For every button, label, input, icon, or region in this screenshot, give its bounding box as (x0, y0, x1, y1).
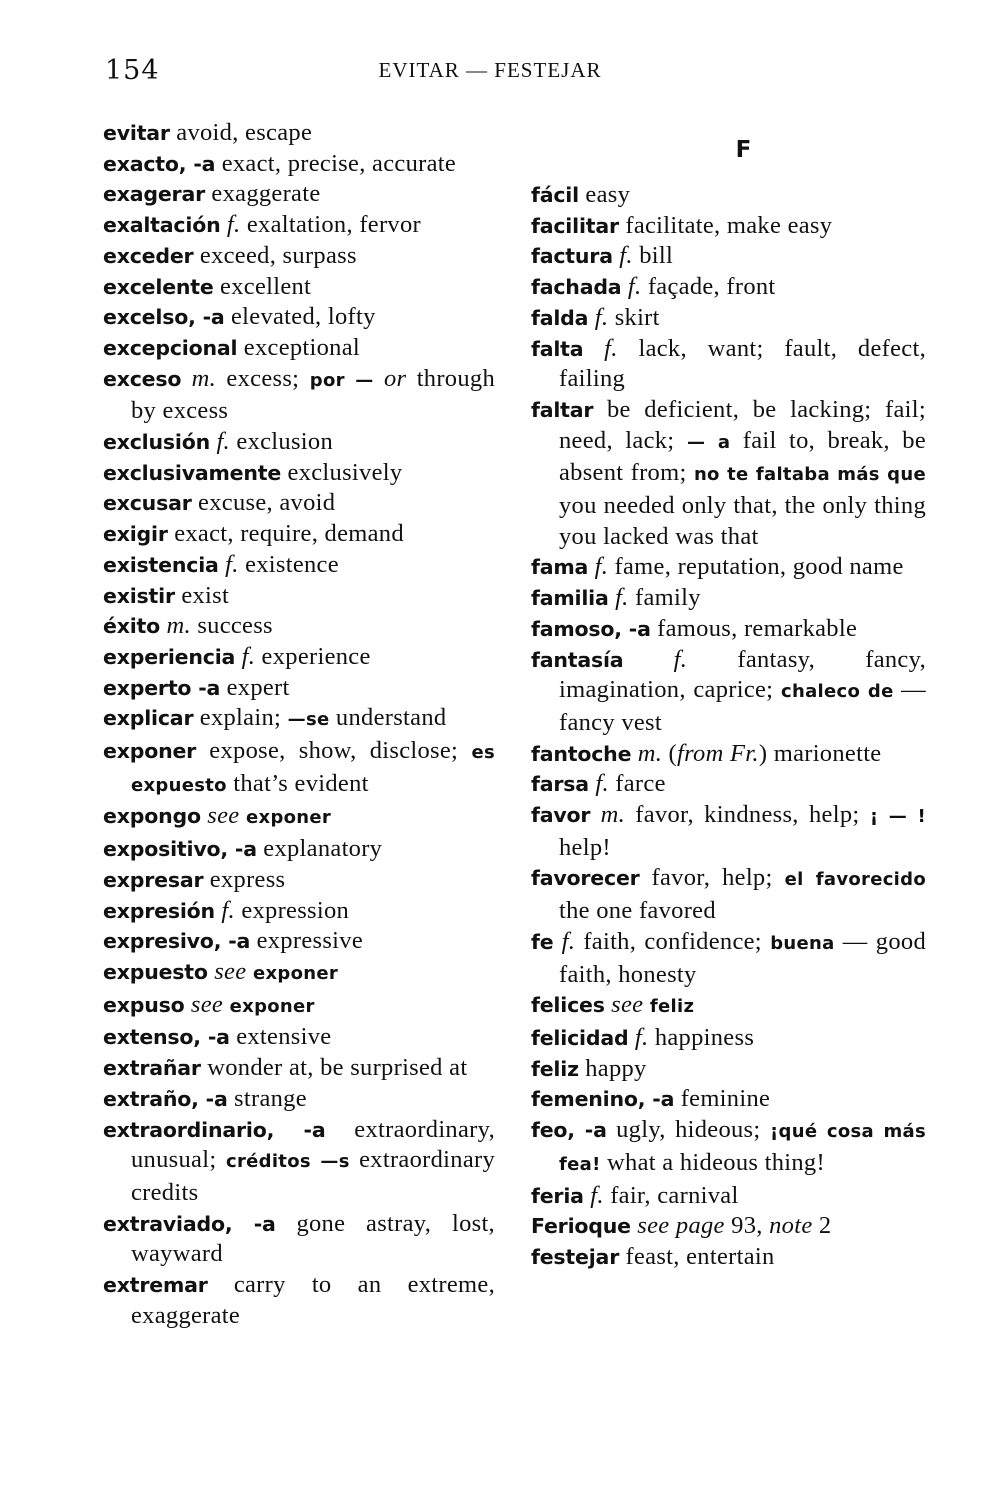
dictionary-entry (531, 334, 926, 395)
dictionary-entry (531, 800, 926, 863)
headword: expositivo, -a (103, 837, 257, 862)
definition: exist (174, 581, 230, 609)
dictionary-entry (531, 241, 926, 272)
grammar-label: see (200, 802, 240, 830)
dictionary-entry (103, 801, 495, 834)
dictionary-entry (103, 990, 495, 1023)
right-column (531, 118, 926, 1273)
definition: excess; (216, 364, 300, 392)
dictionary-entry (103, 519, 495, 550)
headword: felicidad (531, 1025, 629, 1050)
definition: exceed, surpass (193, 241, 357, 269)
dictionary-entry (531, 739, 926, 770)
grammar-label: see (184, 990, 224, 1018)
headword: extremar (103, 1273, 208, 1298)
grammar-label: f. (214, 896, 235, 924)
definition: carry to an extreme, exaggerate (131, 1271, 495, 1329)
grammar-label: see page (630, 1212, 725, 1240)
dictionary-entry (531, 272, 926, 303)
dictionary-entry (531, 927, 926, 990)
grammar-label: m. (631, 739, 663, 767)
phrase: créditos —s (216, 1151, 350, 1173)
dictionary-entry (531, 1084, 926, 1115)
phrase: chaleco de (773, 681, 894, 703)
dictionary-entry (103, 458, 495, 489)
definition: exaggerate (205, 180, 321, 208)
dictionary-entry (103, 118, 495, 149)
dictionary-entry (103, 302, 495, 333)
dictionary-entry (531, 583, 926, 614)
definition: that’s evident (226, 769, 369, 797)
definition: lack, want; fault, defect, failing (559, 334, 926, 393)
headword: fantoche (531, 741, 632, 766)
definition: 2 (812, 1212, 832, 1240)
headword: expongo (103, 804, 201, 829)
headword: existencia (103, 552, 219, 577)
grammar-label: see (207, 957, 247, 985)
grammar-label: f. (588, 553, 609, 581)
definition: ugly, hideous; (606, 1116, 761, 1144)
headword: fama (531, 555, 589, 580)
headword: excusar (103, 491, 192, 516)
dictionary-entry (531, 1023, 926, 1054)
dictionary-entry (531, 1054, 926, 1085)
headword: excepcional (103, 335, 238, 360)
definition: skirt (608, 303, 660, 331)
headword: extraordinario, -a (103, 1117, 326, 1142)
grammar-label: f. (628, 1023, 649, 1051)
definition: be deficient, be lacking; fail; need, lack; (559, 395, 926, 454)
grammar-label: f. (210, 428, 230, 456)
definition: understand (329, 704, 447, 732)
headword: falta (531, 336, 584, 361)
definition: fantasy, fancy, imagination, caprice; (559, 645, 926, 704)
headword: existir (103, 583, 175, 608)
definition: fame, reputation, good name (608, 553, 904, 581)
headword: facilitar (531, 213, 619, 238)
headword: exceso (103, 366, 182, 391)
headword: excelso, -a (103, 305, 225, 330)
headword: éxito (103, 614, 161, 639)
grammar-label: f. (235, 642, 256, 670)
right-entries (531, 180, 926, 1273)
headword: Ferioque (531, 1214, 631, 1239)
headword: experto -a (103, 675, 221, 700)
headword: familia (531, 586, 609, 611)
headword: extraño, -a (103, 1086, 228, 1111)
definition: what a hideous thing! (600, 1148, 825, 1176)
phrase: exponer (223, 995, 315, 1017)
headword: exacto, -a (103, 151, 216, 176)
definition: — fancy vest (559, 676, 926, 736)
headword: femenino, -a (531, 1087, 675, 1112)
headword: expuso (103, 992, 185, 1017)
definition: ) marionette (758, 739, 882, 767)
dictionary-entry (531, 645, 926, 739)
headword: expresión (103, 898, 215, 923)
dictionary-entry (103, 896, 495, 927)
definition: wonder at, be surprised at (200, 1054, 468, 1082)
grammar-label: f. (553, 927, 576, 955)
dictionary-entry (531, 395, 926, 553)
definition: express (203, 865, 286, 893)
definition: elevated, lofty (224, 303, 376, 331)
dictionary-entry (531, 1211, 926, 1242)
definition: expert (220, 673, 290, 701)
headword: feo, -a (531, 1118, 607, 1143)
definition: extensive (229, 1023, 332, 1051)
page-header (100, 55, 880, 91)
definition: farce (608, 770, 666, 798)
headword: extrañar (103, 1056, 201, 1081)
dictionary-entry (103, 1053, 495, 1084)
definition: facilitate, make easy (618, 211, 833, 239)
headword: extraviado, -a (103, 1211, 276, 1236)
definition: family (628, 584, 701, 612)
dictionary-entry (531, 211, 926, 242)
headword: experiencia (103, 644, 236, 669)
headword: evitar (103, 121, 170, 145)
definition: by excess (131, 397, 229, 425)
definition: bill (632, 242, 674, 270)
dictionary-entry (103, 272, 495, 303)
definition: gone astray, lost, wayward (131, 1209, 495, 1268)
phrase: ¡ — ! (859, 806, 926, 828)
dictionary-entry (103, 149, 495, 180)
headword: felices (531, 993, 605, 1018)
headword: faltar (531, 397, 594, 422)
grammar-label: f. (623, 645, 688, 673)
definition: favor, kindness, help; (625, 801, 860, 829)
dictionary-entry (103, 210, 495, 241)
definition: — good faith, honesty (559, 927, 926, 988)
definition: expose, show, disclose; (196, 737, 459, 765)
definition: exact, precise, accurate (215, 149, 457, 177)
grammar-label: see (604, 991, 644, 1019)
dictionary-entry (531, 614, 926, 645)
definition: success (190, 612, 273, 640)
dictionary-entry (103, 427, 495, 458)
headword: exagerar (103, 182, 205, 207)
headword: fachada (531, 275, 622, 300)
definition: exact, require, demand (167, 520, 404, 548)
definition: exceptional (237, 333, 361, 361)
dictionary-entry (531, 552, 926, 583)
grammar-label: m. (160, 612, 191, 640)
definition: expressive (250, 927, 363, 955)
headword: feliz (531, 1056, 579, 1081)
dictionary-entry (103, 673, 495, 704)
dictionary-entry (103, 550, 495, 581)
dictionary-entry (531, 769, 926, 800)
definition: help! (559, 833, 611, 861)
italic-note: or (373, 364, 407, 392)
headword: fantasía (531, 647, 624, 672)
definition: 93, (724, 1212, 763, 1240)
grammar-label: m. (590, 801, 625, 829)
dictionary-entry (531, 303, 926, 334)
definition: façade, front (641, 273, 776, 301)
headword: falda (531, 305, 589, 330)
grammar-label: f. (588, 303, 609, 331)
definition: explanatory (256, 835, 383, 863)
dictionary-entry (103, 703, 495, 736)
dictionary-entry (103, 611, 495, 642)
dictionary-entry (103, 333, 495, 364)
headword: expresar (103, 867, 204, 892)
italic-note: note (762, 1212, 813, 1240)
headword: extenso, -a (103, 1025, 230, 1050)
left-column (103, 118, 495, 1331)
dictionary-entry (103, 488, 495, 519)
section-letter: F (735, 137, 752, 163)
page-number: 154 (105, 55, 160, 86)
dictionary-entry (103, 834, 495, 865)
dictionary-entry (103, 736, 495, 801)
dictionary-entry (103, 1270, 495, 1331)
dictionary-entry (103, 179, 495, 210)
definition: excellent (213, 272, 312, 300)
headword: fácil (531, 183, 579, 207)
phrase: por — (299, 369, 374, 391)
headword: exigir (103, 522, 168, 547)
definition: exclusion (229, 428, 334, 456)
dictionary-entry (531, 180, 926, 211)
dictionary-entry (531, 1181, 926, 1212)
headword: famoso, -a (531, 616, 651, 641)
definition: expression (234, 896, 350, 924)
phrase: exponer (239, 807, 332, 829)
phrase: exponer (246, 962, 339, 984)
headword: favor (531, 803, 591, 828)
phrase: ¡qué cosa más fea! (559, 1121, 926, 1175)
headword: favorecer (531, 866, 640, 891)
definition: exaltation, fervor (240, 211, 421, 239)
definition: favor, help; (639, 864, 773, 892)
definition: strange (227, 1084, 307, 1112)
phrase: no te faltaba más que (686, 464, 926, 486)
phrase: — a (674, 431, 731, 453)
dictionary-entry (103, 926, 495, 957)
dictionary-entry (103, 241, 495, 272)
definition: avoid, escape (169, 119, 313, 146)
definition: feast, entertain (619, 1242, 775, 1270)
headword: fe (531, 929, 554, 954)
definition: happiness (648, 1023, 755, 1051)
headword: expresivo, -a (103, 929, 251, 954)
definition: ( (662, 739, 678, 767)
definition: famous, remarkable (650, 614, 858, 642)
definition: extraordinary credits (131, 1146, 495, 1206)
definition: faith, confidence; (575, 927, 762, 955)
dictionary-entry (103, 1115, 495, 1209)
definition: excuse, avoid (191, 489, 336, 517)
definition: through (406, 364, 496, 392)
headword: farsa (531, 772, 589, 797)
definition: fair, carnival (603, 1181, 739, 1209)
definition: happy (578, 1054, 647, 1082)
definition: existence (238, 550, 339, 578)
headword: excelente (103, 274, 214, 299)
dictionary-entry (103, 581, 495, 612)
definition: exclusively (281, 458, 403, 486)
definition: the one favored (559, 897, 716, 925)
dictionary-entry (531, 1242, 926, 1273)
grammar-label: f. (612, 242, 633, 270)
headword: exclusivamente (103, 460, 282, 485)
headword: exclusión (103, 430, 211, 455)
dictionary-entry (531, 1115, 926, 1180)
headword: expuesto (103, 959, 208, 984)
dictionary-entry (103, 642, 495, 673)
dictionary-entry (103, 957, 495, 990)
definition: easy (578, 181, 631, 208)
dictionary-entry (531, 863, 926, 926)
phrase: el favorecido (772, 869, 926, 891)
grammar-label: f. (588, 770, 609, 798)
grammar-label: f. (583, 1181, 604, 1209)
dictionary-entry (103, 865, 495, 896)
headword: festejar (531, 1244, 620, 1269)
dictionary-entry (103, 1022, 495, 1053)
dictionary-entry (103, 1084, 495, 1115)
dictionary-entry (103, 1209, 495, 1270)
phrase: —se (281, 709, 330, 731)
grammar-label: m. (181, 364, 217, 392)
headword: explicar (103, 706, 194, 731)
phrase: es expuesto (131, 742, 495, 796)
dictionary-entry (103, 364, 495, 427)
definition: you needed only that, the only thing you lacked was that (559, 492, 926, 550)
phrase: buena (761, 932, 835, 954)
grammar-label: f. (218, 550, 239, 578)
dictionary-entry (531, 990, 926, 1023)
definition: explain; (193, 704, 282, 732)
grammar-label: f. (621, 273, 642, 301)
grammar-label: f. (220, 211, 241, 239)
headword: feria (531, 1183, 584, 1208)
grammar-label: f. (608, 584, 629, 612)
headword: factura (531, 244, 613, 269)
definition: fail to, break, be absent from; (559, 426, 926, 487)
running-head: EVITAR — FESTEJAR (378, 58, 602, 82)
italic-note: from Fr. (677, 739, 759, 767)
headword: exceder (103, 243, 194, 268)
headword: exponer (103, 739, 197, 764)
definition: extraordinary, unusual; (131, 1115, 495, 1174)
definition: feminine (674, 1085, 771, 1113)
headword: exaltación (103, 213, 221, 238)
phrase: feliz (643, 996, 695, 1018)
definition: experience (255, 642, 371, 670)
grammar-label: f. (583, 334, 618, 362)
